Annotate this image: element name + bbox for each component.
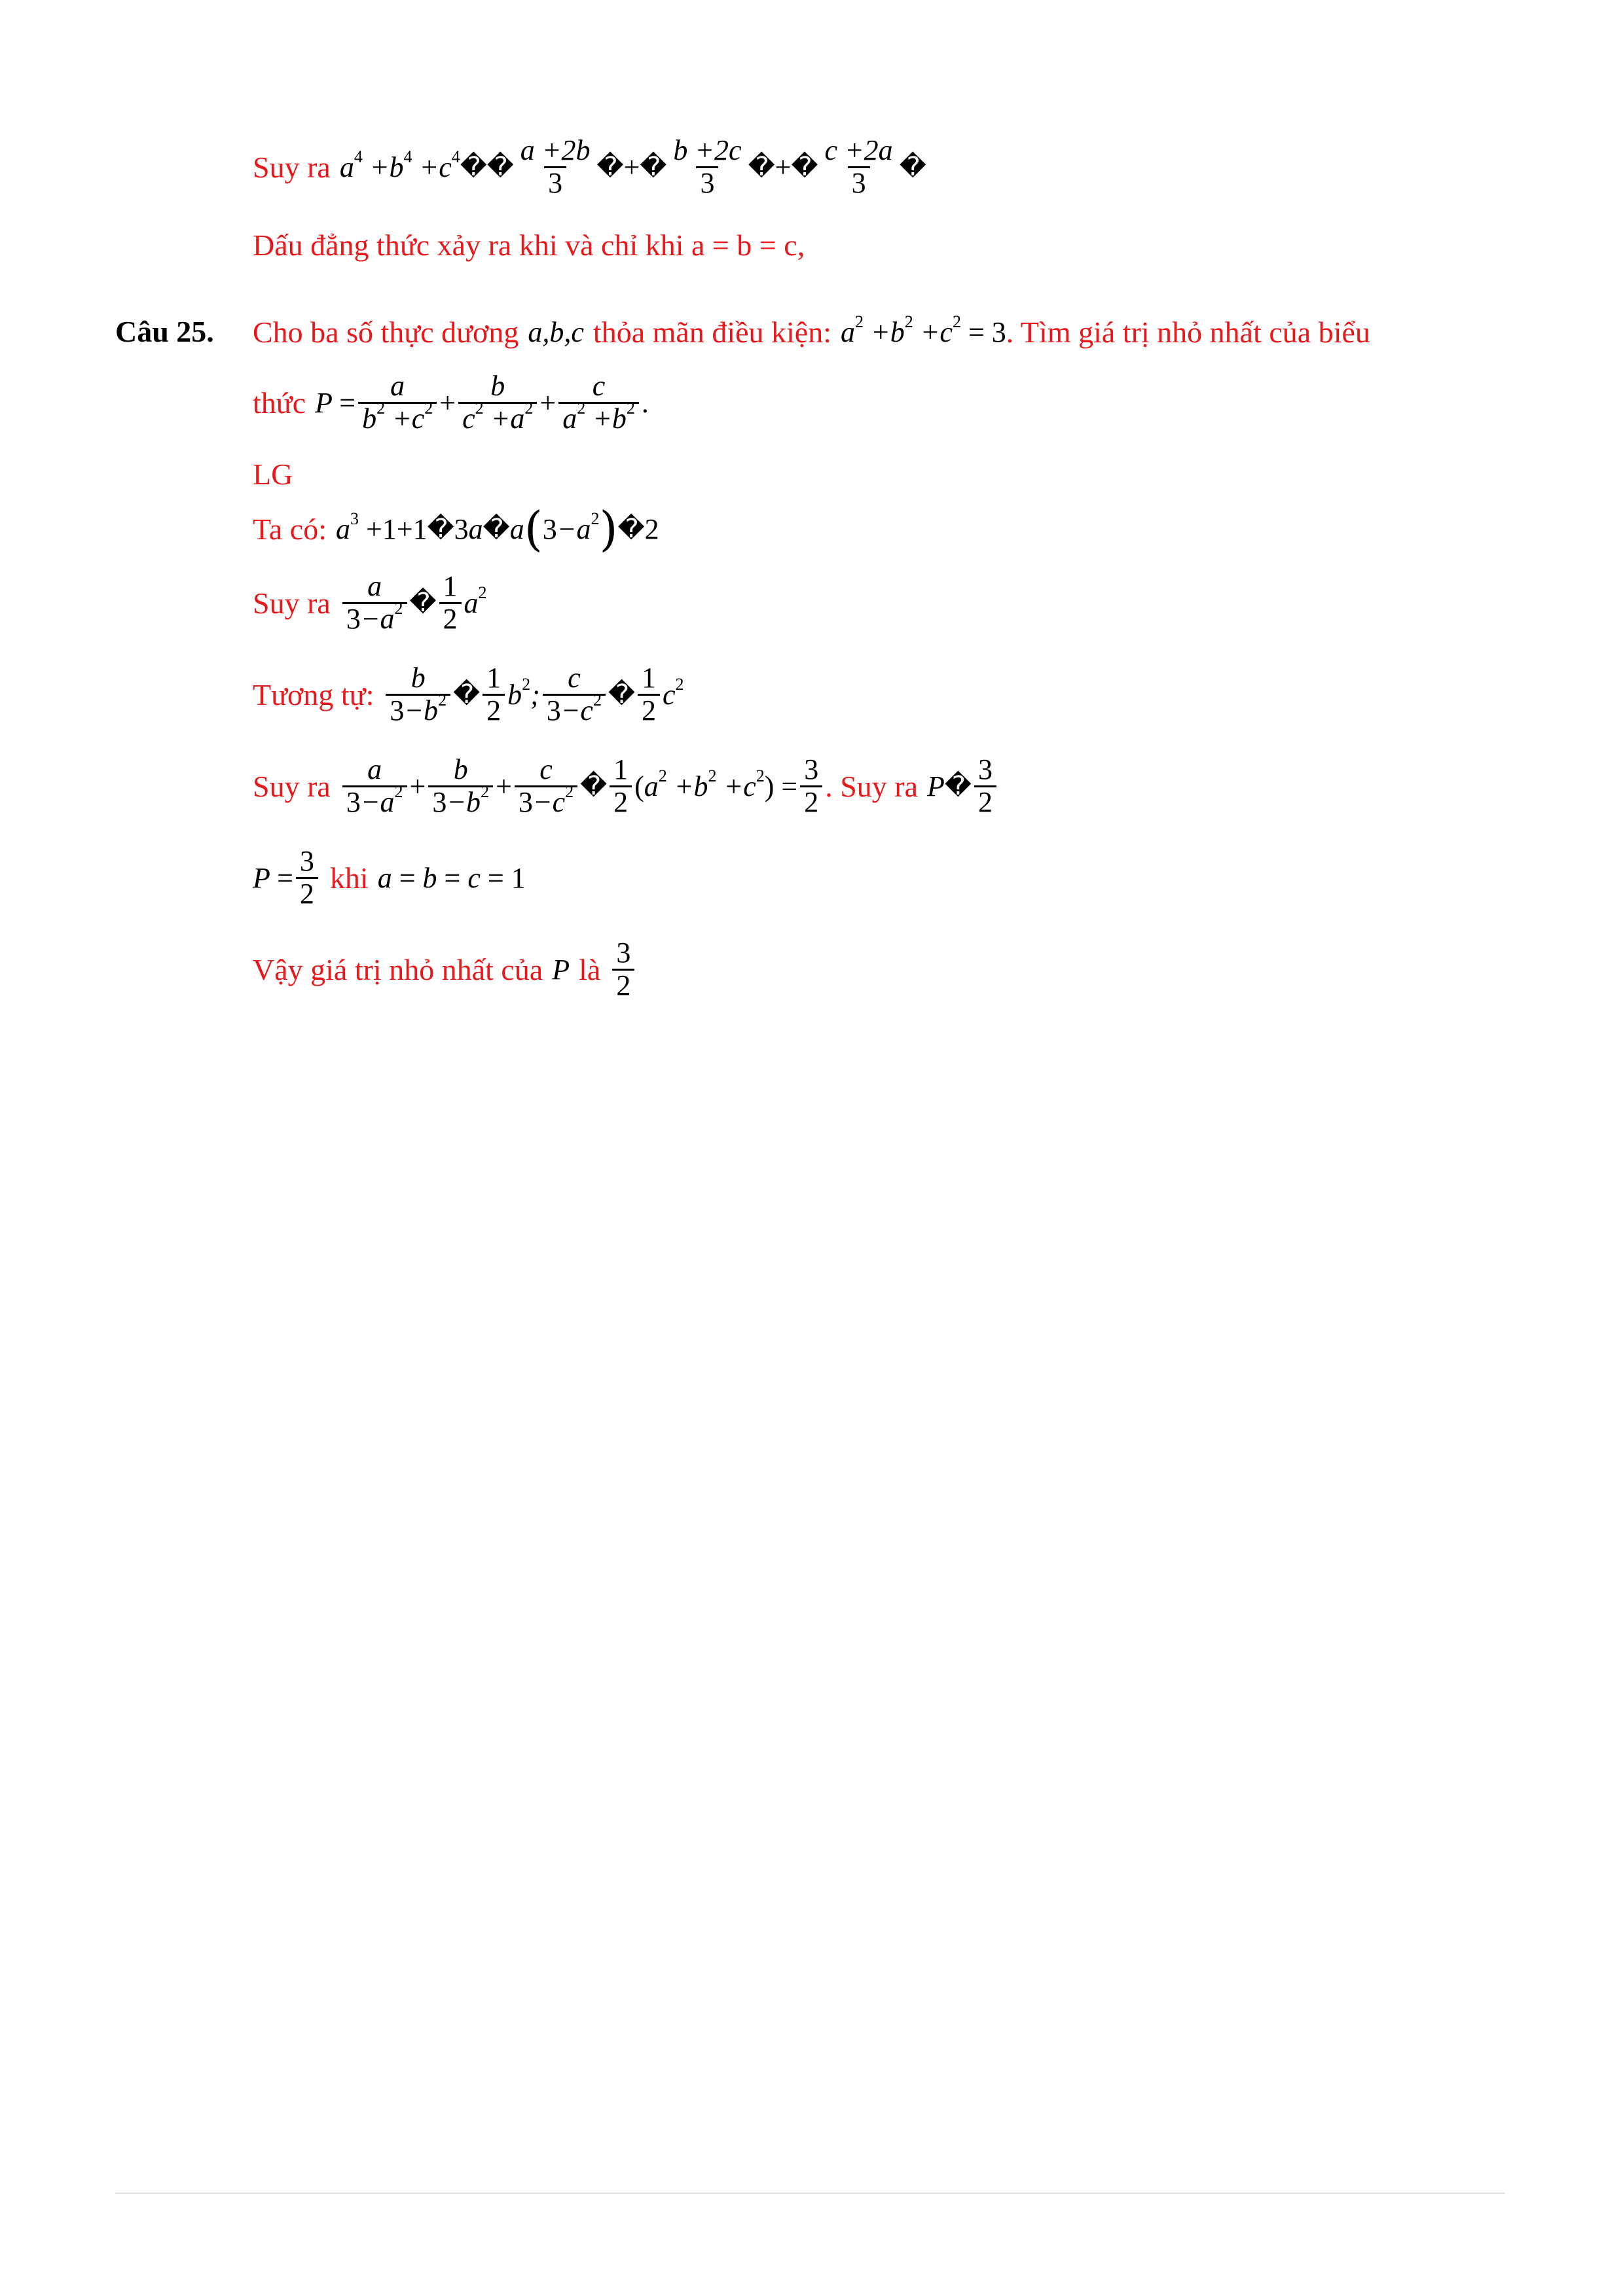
amgm-math: $a^3 +1+1$ [336, 509, 428, 545]
fraction-p1: $\frac{a}{b^2 +c^2}$ [358, 371, 437, 433]
fraction-p2: $\frac{b}{c^2 +a^2}$ [458, 371, 537, 433]
question-text-line-1 [253, 312, 1370, 352]
broken-glyph: � [483, 514, 510, 544]
question-text-line-2: thức P = $\frac{a}{b^2 +c^2}$ + $\frac{b}{c^2 +a^2}$ + $\frac{c}{a^2 +b^2}$ . [253, 370, 649, 435]
la-text: là [579, 952, 601, 986]
question-number: Câu 25. [115, 315, 214, 348]
broken-glyph: � [596, 152, 624, 182]
math-lhs: $a^4 +b^4 +c^4$ [339, 147, 460, 183]
broken-glyph: � [944, 771, 972, 801]
fraction-half: $\frac{1}{2}$ [439, 571, 462, 634]
fraction-c-3c2: $\frac{c}{3-c^2}$ [543, 663, 606, 725]
broken-glyph: � [427, 514, 454, 544]
broken-glyph: � [453, 679, 481, 709]
variables: a,b,c [528, 315, 584, 348]
tuong-tu-line: Tương tự: $\frac{b}{3-b^2}$ � $\frac{1}{2}$ $b^2$; $\frac{c}{3-c^2}$ � $\frac{1}{2}$ $c^2$ [253, 662, 684, 726]
question-text-4: thức [253, 386, 306, 420]
fraction-p3: $\frac{c}{a^2 +b^2}$ [558, 371, 639, 433]
fraction-c-3c2: $\frac{c}{3-c^2}$ [515, 755, 577, 817]
broken-glyph: � [640, 152, 667, 182]
fraction-c2a: $\frac{c +2a}{3}$ [824, 134, 893, 199]
fraction-a-3a2: $\frac{a}{3-a^2}$ [342, 571, 407, 634]
suy-ra-line-2: Suy ra $\frac{a}{3-a^2}$ � $\frac{1}{2}$ $a^2$ [253, 570, 487, 635]
equality-text: Dấu đẳng thức xảy ra khi và chỉ khi a = b = c, [253, 228, 805, 262]
tuong-tu-label: Tương tự: [253, 677, 374, 711]
fraction-a-3a2: $\frac{a}{3-a^2}$ [342, 755, 407, 817]
lg-text: LG [253, 457, 293, 491]
condition-math: $a^2 +b^2 +c^2 = 3$ [841, 312, 1006, 348]
fraction-a2b: $\frac{a +2b}{3}$ [520, 134, 591, 199]
broken-glyph: � [617, 514, 645, 544]
ta-co-label: Ta có: [253, 512, 327, 546]
fraction-three-halves: $\frac{3}{2}$ [296, 846, 318, 908]
conclusion-line: Vậy giá trị nhỏ nhất của P là $\frac{3}{2}$ [253, 933, 637, 1005]
suy-ra-label: Suy ra [253, 150, 331, 184]
fraction-b-3b2: $\frac{b}{3-b^2}$ [386, 663, 450, 725]
broken-glyph: � [486, 152, 514, 182]
fraction-three-halves: $\frac{3}{2}$ [612, 938, 634, 1000]
broken-glyph: � [791, 152, 818, 182]
broken-glyph: � [460, 152, 487, 182]
suy-ra-label-4: . Suy ra [825, 769, 919, 803]
question-text-2: thỏa mãn điều kiện: [593, 315, 831, 349]
fraction-half: $\frac{1}{2}$ [483, 663, 505, 725]
broken-glyph: � [608, 679, 635, 709]
equality-case-line: P = $\frac{3}{2}$ khi a = b = c = 1 [253, 845, 526, 910]
fraction-half: $\frac{1}{2}$ [638, 663, 660, 725]
solution-label [253, 454, 293, 493]
fraction-three-halves: $\frac{3}{2}$ [800, 755, 822, 817]
fraction-half: $\frac{1}{2}$ [610, 755, 632, 817]
broken-glyph: � [409, 588, 437, 618]
sum-line: Suy ra $\frac{a}{3-a^2}$ + $\frac{b}{3-b^2}$ + $\frac{c}{3-c^2}$ � $\frac{1}{2}$ $(a^2 +b^2 +c^2)$ = $\frac{3}{2}$ . Suy ra P � $\frac{3}{2}$ [253, 750, 999, 822]
suy-ra-label-3: Suy ra [253, 769, 331, 803]
conclusion-text: Vậy giá trị nhỏ nhất của [253, 952, 543, 986]
fraction-b2c: $\frac{b +2c}{3}$ [673, 134, 742, 199]
broken-glyph: � [748, 152, 775, 182]
fraction-b-3b2: $\frac{b}{3-b^2}$ [428, 755, 493, 817]
footer-divider [115, 2193, 1504, 2194]
ta-co-line: Ta có: $a^3 +1+1$ � 3a � a ( $3-a^2$ ) � 2 [253, 501, 659, 556]
equality-condition [253, 225, 805, 264]
inequality-line-1: Suy ra $a^4 +b^4 +c^4$ � � $\frac{a +2b}{3}$ � + � $\frac{b +2c}{3}$ � + � $\frac{c +2a}{3}$ � [253, 134, 926, 199]
question-text-3: . Tìm giá trị nhỏ nhất của biểu [1006, 315, 1370, 349]
khi-label: khi [329, 861, 369, 895]
broken-glyph: � [899, 152, 926, 182]
fraction-three-halves: $\frac{3}{2}$ [974, 755, 996, 817]
question-text-1: Cho ba số thực dương [253, 315, 519, 349]
suy-ra-label-2: Suy ra [253, 586, 331, 620]
broken-glyph: � [580, 771, 608, 801]
